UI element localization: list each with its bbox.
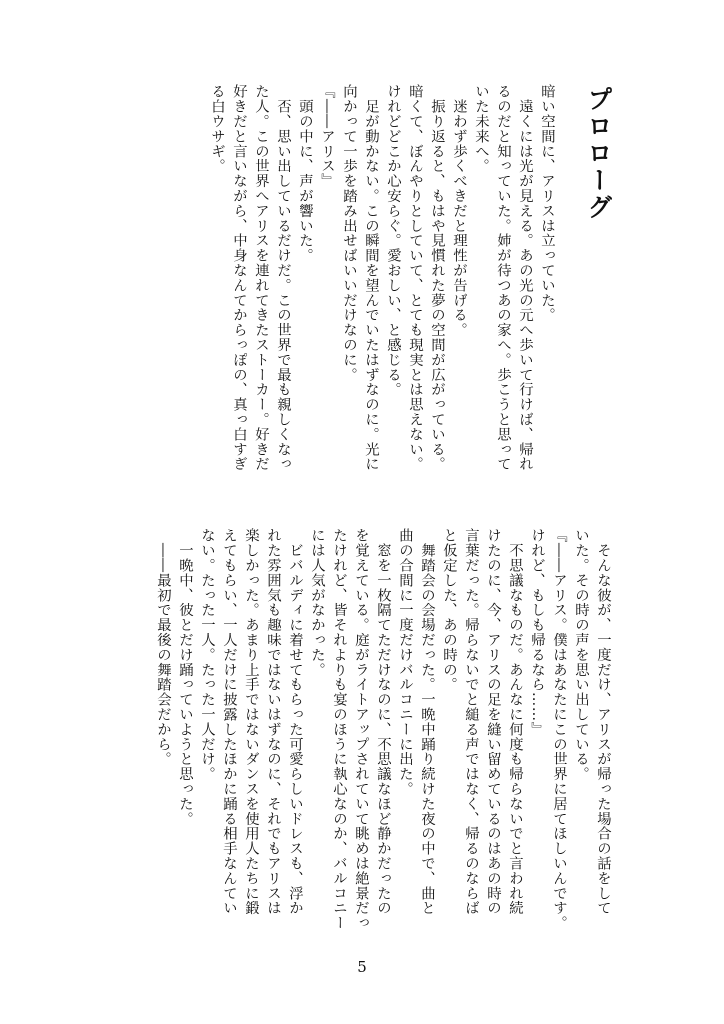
text-column: る白ウサギ。	[209, 84, 225, 174]
text-column: 曲の合間に一度だけバルコニーに出た。	[397, 528, 413, 797]
text-column: 舞踏会の会場だった。一晩中踊り続けた夜の中で、曲と	[419, 528, 435, 916]
text-column: 『――アリス』	[319, 84, 335, 189]
text-column: ――最初で最後の舞踏会だから。	[155, 528, 171, 767]
text-column: を覚えている。庭がライトアップされていて眺めは絶景だっ	[353, 528, 369, 931]
text-column: 足が動かない。この瞬間を望んでいたはずなのに。光に	[363, 84, 379, 472]
text-column: たけれど、皆それよりも宴のほうに執心なのか、バルコニー	[331, 528, 347, 931]
text-column: 『――アリス。僕はあなたにこの世界に居てほしいんです。	[551, 528, 567, 931]
text-column: 迷わず歩くべきだと理性が告げる。	[451, 84, 467, 338]
text-column: ない。たった一人。たった一人だけ。	[199, 528, 215, 782]
text-column: 好きだと言いながら、中身なんてからっぽの、真っ白すぎ	[231, 84, 247, 472]
text-column: 暗い空間に、アリスは立っていた。	[539, 84, 555, 323]
text-column: 楽しかった。あまり上手ではないダンスを使用人たちに鍛	[243, 528, 259, 916]
text-block-lower	[152, 528, 614, 948]
text-column: 振り返ると、もはや見慣れた夢の空間が広がっている。	[429, 84, 445, 472]
text-column: には人気がなかった。	[309, 528, 325, 677]
text-column: るのだと知っていた。姉が待つあの家へ。歩こうと思って	[495, 84, 511, 472]
text-block-upper	[206, 84, 558, 494]
text-column: 否、思い出しているだけだ。この世界で最も親しくなっ	[275, 84, 291, 472]
text-column: 暗くて、ぼんやりとしていて、とても現実とは思えない。	[407, 84, 423, 472]
text-column: いた未来へ。	[473, 84, 489, 174]
text-column: れた雰囲気も趣味ではないはずなのに、それでもアリスは	[265, 528, 281, 916]
text-column: えてもらい、一人だけに披露したほかに踊る相手なんてい	[221, 528, 237, 916]
text-column: 頭の中に、声が響いた。	[297, 84, 313, 263]
text-column: と仮定した、あの時の。	[441, 528, 457, 692]
text-column: ビバルディに着せてもらった可愛らしいドレスも、浮か	[287, 528, 303, 916]
text-column: けれど、もしも帰るなら……』	[529, 528, 545, 737]
text-column: 一晩中、彼とだけ踊っていようと思った。	[177, 528, 193, 826]
chapter-title: プロローグ	[584, 86, 613, 221]
text-column: 向かって一歩を踏み出せばいいだけなのに。	[341, 84, 357, 382]
text-column: そんな彼が、一度だけ、アリスが帰った場合の話をして	[595, 528, 611, 916]
text-column: けたのに、今、アリスの足を縫い留めているのはあの時の	[485, 528, 501, 916]
page-number: 5	[357, 958, 367, 976]
text-column: 不思議なものだ。あんなに何度も帰らないでと言われ続	[507, 528, 523, 916]
text-column: けれどどこか心安らぐ。愛おしい、と感じる。	[385, 84, 401, 397]
text-column: いた。その時の声を思い出している。	[573, 528, 589, 782]
text-column: た人。この世界へアリスを連れてきたストーカー。好きだ	[253, 84, 269, 472]
text-column: 言葉だった。帰らないでと縋る声ではなく、帰るのならば	[463, 528, 479, 916]
text-column: 窓を一枚隔てただけなのに、不思議なほど静かだったの	[375, 528, 391, 916]
text-column: 遠くには光が見える。あの光の元へ歩いて行けば、帰れ	[517, 84, 533, 472]
